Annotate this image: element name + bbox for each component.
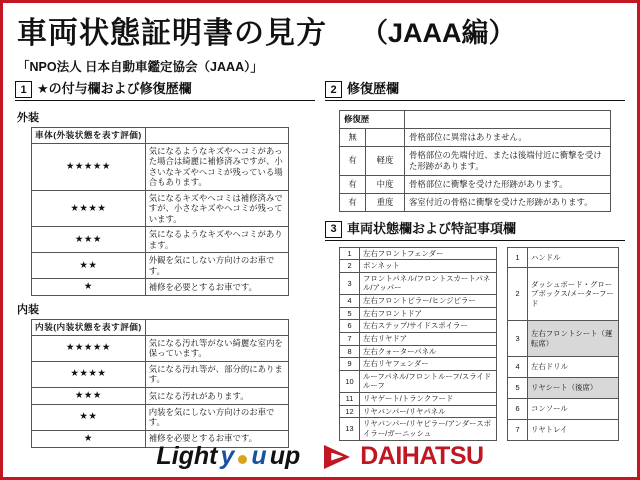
section-3-number: 3 [325,221,342,238]
item-number: 4 [508,357,528,378]
item-number: 6 [340,320,360,333]
table-row [32,190,289,227]
repair-desc: 骨格部位に衝撃を受けた形跡があります。 [405,175,611,193]
slogan-light: Light [156,442,218,470]
item-number: 1 [340,247,360,260]
page-title-suffix: （JAAA編） [361,17,516,48]
item-name: 左右フロントピラー/ヒンジピラー [360,295,497,308]
item-name: リヤバンパー/リヤパネル [360,405,497,418]
interior-header-cell: 内装(内装状態を表す評価) [32,320,146,336]
repair-desc: 骨格部位に異常はありません。 [405,128,611,146]
section-1-number: 1 [15,81,32,98]
item-number: 3 [508,320,528,357]
section-1-header [15,81,315,104]
list-item [340,272,497,294]
item-name: 左右ステップ/サイドスポイラー [360,320,497,333]
item-number: 5 [340,307,360,320]
exterior-desc: 気になるようなキズやヘコミがあります。 [145,227,288,253]
repair-mark: 有 [340,146,366,175]
parts-lists [339,247,625,441]
item-name: リヤバンパー/リヤピラー/アンダースポイラー/ガーニッシュ [360,418,497,440]
list-item [508,419,619,440]
item-number: 1 [508,247,528,268]
exterior-header-cell-blank [145,128,288,144]
list-item [340,418,497,440]
item-name: ダッシュボード・グローブボックス/メーターフード [528,268,619,320]
item-number: 7 [340,332,360,345]
exterior-group-label: 外装 [17,112,39,124]
footer [3,442,637,471]
slogan-o-dot [238,455,247,464]
item-number: 4 [340,295,360,308]
item-name: 左右クォーターパネル [360,345,497,358]
exterior-desc: 外観を気にしない方向けのお車です。 [145,253,288,279]
section-2-rule [325,100,625,101]
exterior-rating-table [31,127,289,296]
item-number: 2 [340,260,360,273]
exterior-desc: 気になるようなキズやヘコミがあった場合は綺麗に補修済みですが、小さいなキズやヘコミが残っている場合もあります。 [145,143,288,190]
item-name: 左右リヤフェンダー [360,358,497,371]
interior-header-cell-blank [145,320,288,336]
brand-name: DAIHATSU [360,442,484,470]
item-name: ルーフパネル/フロントルーフ/スライドルーフ [360,370,497,392]
item-name: 左右ドリル [528,357,619,378]
item-name: リヤシート（後席） [528,378,619,399]
table-row [32,128,289,144]
left-column [15,81,315,448]
right-column [325,81,625,448]
slogan-up: up [269,442,301,470]
item-number: 6 [508,398,528,419]
interior-desc: 補修を必要とするお車です。 [145,430,288,447]
item-number: 10 [340,370,360,392]
table-row [32,387,289,404]
item-name: 左右フロントシート（運転席） [528,320,619,357]
section-2-header [325,81,625,104]
section-1-label: ★の付与欄および修復歴欄 [37,81,192,96]
table-row [340,128,611,146]
interior-desc: 気になる汚れ等が、部分的にあります。 [145,361,288,387]
table-row [340,193,611,211]
table-row [32,227,289,253]
list-item [340,358,497,371]
list-item [340,295,497,308]
exterior-desc: 気になるキズやヘコミは補修済みですが、小さなキズやヘコミが残っています。 [145,190,288,227]
exterior-stars: ★★★★ [32,190,146,227]
table-row [32,320,289,336]
interior-stars: ★★ [32,404,146,430]
item-number: 12 [340,405,360,418]
item-number: 3 [340,272,360,294]
repair-mark: 無 [340,128,366,146]
item-number: 13 [340,418,360,440]
item-name: ハンドル [528,247,619,268]
item-name: 左右フロントドア [360,307,497,320]
interior-desc: 気になる汚れ等がない綺麗な室内を保っています。 [145,335,288,361]
section-2-label: 修復歴欄 [347,81,400,96]
repair-level: 中度 [366,175,405,193]
item-number: 7 [508,419,528,440]
item-number: 9 [340,358,360,371]
interior-stars: ★★★ [32,387,146,404]
page-title-row [3,3,637,53]
list-item [340,260,497,273]
item-name: リヤトレイ [528,419,619,440]
list-item [508,268,619,320]
repair-level [366,128,405,146]
interior-stars: ★ [32,430,146,447]
repair-mark: 有 [340,193,366,211]
repair-level: 重度 [366,193,405,211]
table-row [32,404,289,430]
interior-group-label: 内装 [17,304,39,317]
list-item [340,307,497,320]
section-3-label: 車両状態欄および特記事項欄 [347,220,517,236]
section-1-rule [15,100,315,101]
list-item [340,332,497,345]
brand-logo [324,442,483,471]
list-item [508,357,619,378]
repair-history-table [339,110,611,212]
interior-desc: 気になる汚れがあります。 [145,387,288,404]
interior-rating-table [31,319,289,447]
item-number: 2 [508,268,528,320]
exterior-stars: ★★★ [32,227,146,253]
item-name: 左右フロントフェンダー [360,247,497,260]
item-number: 11 [340,393,360,406]
page-subtitle: 「NPO法人 日本自動車鑑定協会（JAAA）」 [17,60,263,74]
table-row [340,146,611,175]
table-row [32,361,289,387]
item-name: 左右リヤドア [360,332,497,345]
table-row [32,335,289,361]
exterior-header-cell: 車体(外装状態を表す評価) [32,128,146,144]
item-name: リヤゲート/トランクフード [360,393,497,406]
table-row [340,111,611,129]
daihatsu-mark-icon [324,445,354,469]
section-3-rule [325,240,625,241]
item-number: 8 [340,345,360,358]
interior-stars: ★★★★ [32,361,146,387]
slogan-u: u [251,442,267,470]
item-number: 5 [508,378,528,399]
slogan [156,442,300,471]
list-item [340,345,497,358]
list-item [340,370,497,392]
list-item [508,247,619,268]
repair-mark: 有 [340,175,366,193]
repair-desc: 骨格部位の先端付近、または後端付近に衝撃を受けた形跡があります。 [405,146,611,175]
list-item [340,405,497,418]
exterior-stars: ★★ [32,253,146,279]
section-3-header [325,221,625,244]
interior-stars: ★★★★★ [32,335,146,361]
table-row [340,175,611,193]
exterior-desc: 補修を必要とするお車です。 [145,279,288,296]
list-item [508,398,619,419]
exterior-stars: ★ [32,279,146,296]
exterior-parts-list [339,247,497,441]
section-2-number: 2 [325,81,342,98]
table-row [32,253,289,279]
list-item [508,378,619,399]
exterior-stars: ★★★★★ [32,143,146,190]
content-columns [3,75,637,448]
item-name: フロントパネル/フロントスカートパネル/アッパー [360,272,497,294]
table-row [32,143,289,190]
repair-header: 修復歴 [340,111,405,129]
list-item [340,393,497,406]
list-item [508,320,619,357]
table-row [32,279,289,296]
item-name: ボンネット [360,260,497,273]
slogan-y: y [220,442,235,470]
page-title: 車両状態証明書の見方 [17,17,327,50]
repair-desc: 客室付近の骨格に衝撃を受けた形跡があります。 [405,193,611,211]
interior-desc: 内装を気にしない方向けのお車です。 [145,404,288,430]
item-name: コンソール [528,398,619,419]
list-item [340,320,497,333]
repair-level: 軽度 [366,146,405,175]
interior-parts-list [507,247,619,441]
list-item [340,247,497,260]
repair-header-blank [405,111,611,129]
